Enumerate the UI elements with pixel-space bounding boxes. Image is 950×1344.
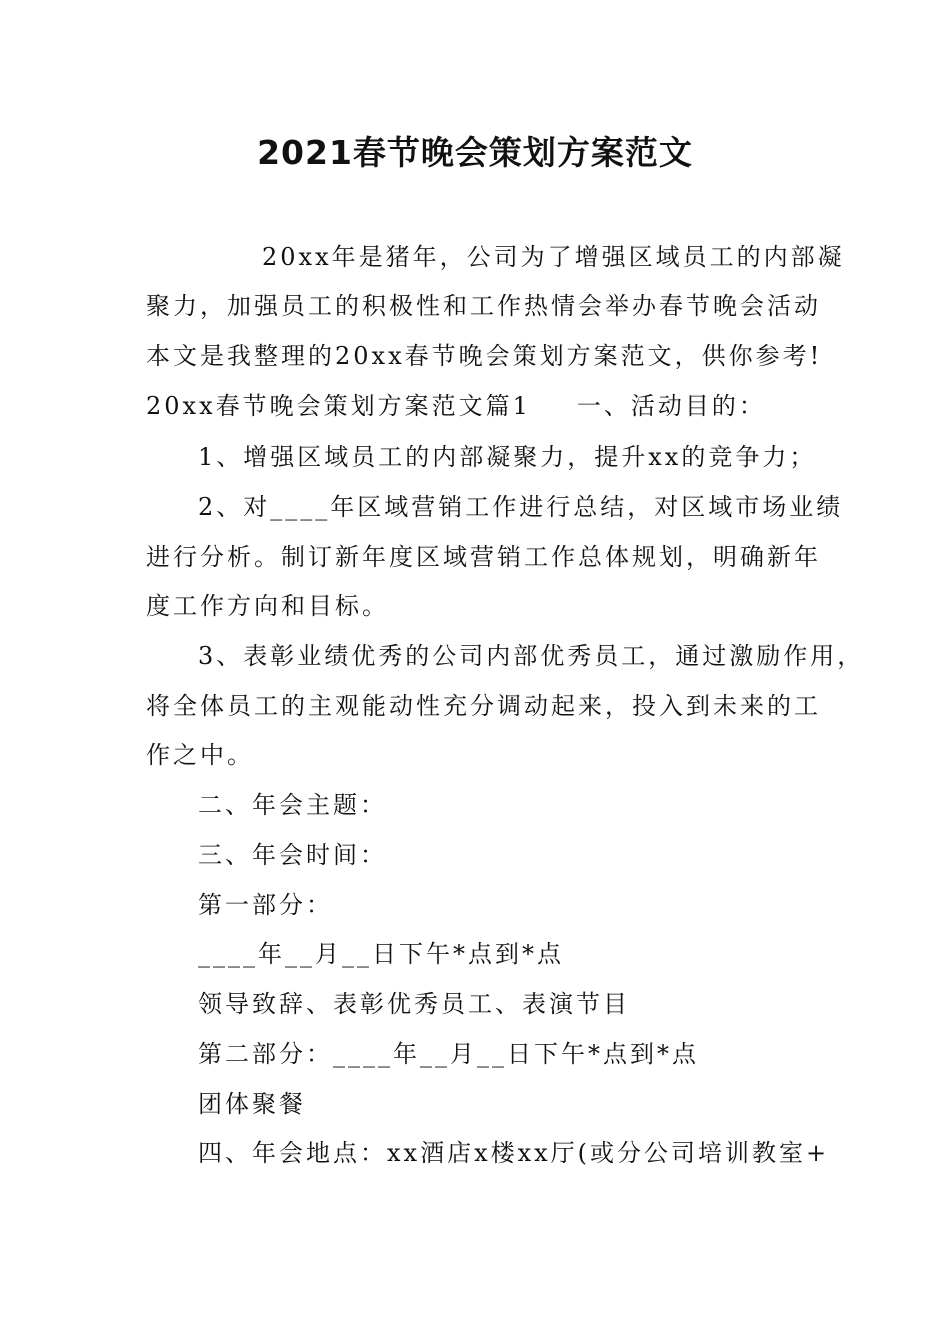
paragraph-line: ____年__月__日下午*点到*点 bbox=[198, 940, 564, 968]
paragraph-line: 度工作方向和目标。 bbox=[146, 592, 389, 620]
paragraph-line: 将全体员工的主观能动性充分调动起来，投入到未来的工 bbox=[146, 692, 821, 720]
paragraph-line: 进行分析。制订新年度区域营销工作总体规划，明确新年 bbox=[146, 543, 821, 571]
paragraph-line: 第一部分： bbox=[198, 891, 333, 919]
section-heading: 一、活动目的： bbox=[576, 392, 766, 420]
section-heading: 二、年会主题： bbox=[198, 791, 387, 819]
paragraph-line: 领导致辞、表彰优秀员工、表演节目 bbox=[198, 990, 630, 1018]
list-item: 2、对____年区域营销工作进行总结，对区域市场业绩 bbox=[198, 493, 844, 521]
section-heading-line bbox=[146, 389, 766, 423]
paragraph-line: 团体聚餐 bbox=[198, 1090, 306, 1118]
article-subtitle: 20xx春节晚会策划方案范文篇1 bbox=[146, 392, 531, 420]
paragraph-line: 本文是我整理的20xx春节晚会策划方案范文，供你参考! bbox=[146, 342, 823, 370]
paragraph-line: 作之中。 bbox=[146, 741, 254, 769]
list-item: 1、增强区域员工的内部凝聚力，提升xx的竞争力； bbox=[198, 443, 817, 471]
list-item: 3、表彰业绩优秀的公司内部优秀员工，通过激励作用， bbox=[198, 642, 865, 670]
document-title: 2021春节晚会策划方案范文 bbox=[257, 133, 693, 172]
paragraph-line: 20xx年是猪年，公司为了增强区域员工的内部凝 bbox=[262, 243, 845, 271]
section-heading: 三、年会时间： bbox=[198, 841, 387, 869]
paragraph-line: 聚力，加强员工的积极性和工作热情会举办春节晚会活动 bbox=[146, 292, 821, 320]
section-heading: 四、年会地点：xx酒店x楼xx厅(或分公司培训教室+ bbox=[198, 1139, 830, 1167]
paragraph-line: 第二部分：____年__月__日下午*点到*点 bbox=[198, 1040, 699, 1068]
